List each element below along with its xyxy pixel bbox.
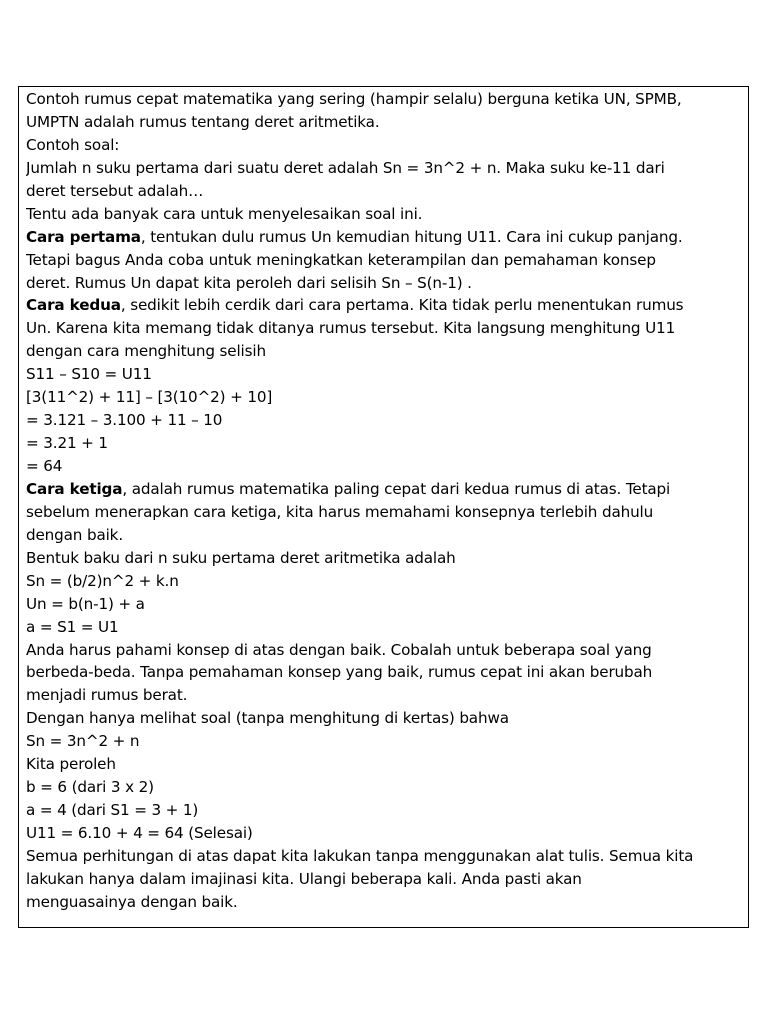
line-text: Sn = (b/2)n^2 + k.n: [26, 571, 179, 590]
text-line-36: [26, 891, 742, 914]
line-text: Tentu ada banyak cara untuk menyelesaikan soal ini.: [26, 204, 423, 223]
line-text: deret. Rumus Un dapat kita peroleh dari selisih Sn – S(n-1) .: [26, 273, 472, 292]
line-text: Dengan hanya melihat soal (tanpa menghitung di kertas) bahwa: [26, 709, 509, 728]
text-line-24: [26, 616, 742, 639]
line-text: , tentukan dulu rumus Un kemudian hitung U11. Cara ini cukup panjang.: [140, 227, 683, 246]
line-text: UMPTN adalah rumus tentang deret aritmetika.: [26, 112, 380, 131]
line-text: S11 – S10 = U11: [26, 365, 152, 384]
text-line-8: [26, 249, 742, 272]
line-text: b = 6 (dari 3 x 2): [26, 778, 154, 797]
text-line-15: [26, 409, 742, 432]
line-text: Anda harus pahami konsep di atas dengan baik. Cobalah untuk beberapa soal yang: [26, 640, 652, 659]
text-line-20: [26, 524, 742, 547]
line-text: dengan cara menghitung selisih: [26, 342, 266, 361]
bold-heading-cara-pertama: Cara pertama: [26, 227, 141, 246]
text-line-3: [26, 134, 742, 157]
document-frame: [18, 86, 749, 928]
line-text: = 64: [26, 457, 63, 475]
text-line-25: [26, 639, 742, 662]
bold-heading-cara-kedua: Cara kedua: [26, 296, 121, 315]
text-line-33: [26, 822, 742, 845]
text-line-14: [26, 386, 742, 409]
line-text: , adalah rumus matematika paling cepat dari kedua rumus di atas. Tetapi: [122, 479, 671, 498]
text-line-16: [26, 432, 742, 455]
text-line-12: [26, 340, 742, 363]
text-line-6: [26, 203, 742, 226]
line-text: Contoh soal:: [26, 135, 120, 154]
text-line-9: [26, 272, 742, 295]
line-text: Contoh rumus cepat matematika yang sering (hampir selalu) berguna ketika UN, SPMB,: [26, 90, 682, 108]
line-text: Un = b(n-1) + a: [26, 594, 145, 613]
line-text: menjadi rumus berat.: [26, 686, 188, 705]
line-text: berbeda-beda. Tanpa pemahaman konsep yang baik, rumus cepat ini akan berubah: [26, 663, 653, 682]
line-text: Jumlah n suku pertama dari suatu deret adalah Sn = 3n^2 + n. Maka suku ke-11 dari: [26, 158, 665, 177]
text-line-32: [26, 799, 742, 822]
text-line-13: [26, 363, 742, 386]
line-text: Sn = 3n^2 + n: [26, 732, 140, 751]
line-text: [3(11^2) + 11] – [3(10^2) + 10]: [26, 388, 273, 407]
text-line-26: [26, 661, 742, 684]
text-line-19: [26, 501, 742, 524]
text-line-34: [26, 845, 742, 868]
text-line-21: [26, 547, 742, 570]
bold-heading-cara-ketiga: Cara ketiga: [26, 479, 123, 498]
text-line-22: [26, 570, 742, 593]
text-line-31: [26, 776, 742, 799]
line-text: Semua perhitungan di atas dapat kita lakukan tanpa menggunakan alat tulis. Semua kita: [26, 846, 694, 865]
text-line-23: [26, 593, 742, 616]
text-line-18: [26, 478, 742, 501]
text-line-29: [26, 730, 742, 753]
text-line-11: [26, 317, 742, 340]
line-text: sebelum menerapkan cara ketiga, kita harus memahami konsepnya terlebih dahulu: [26, 502, 654, 521]
text-line-2: [26, 111, 742, 134]
line-text: menguasainya dengan baik.: [26, 892, 238, 911]
line-text: = 3.121 – 3.100 + 11 – 10: [26, 411, 223, 430]
line-text: a = 4 (dari S1 = 3 + 1): [26, 801, 199, 820]
text-line-5: [26, 180, 742, 203]
text-line-10: [26, 294, 742, 317]
text-line-28: [26, 707, 742, 730]
line-text: , sedikit lebih cerdik dari cara pertama. Kita tidak perlu menentukan rumus: [120, 296, 684, 315]
line-text: deret tersebut adalah…: [26, 181, 204, 200]
line-text: a = S1 = U1: [26, 617, 119, 636]
line-text: U11 = 6.10 + 4 = 64 (Selesai): [26, 824, 253, 842]
line-text: lakukan hanya dalam imajinasi kita. Ulangi beberapa kali. Anda pasti akan: [26, 869, 582, 888]
text-line-4: [26, 157, 742, 180]
text-line-17: [26, 455, 742, 478]
line-text: = 3.21 + 1: [26, 434, 108, 453]
text-line-1: [26, 88, 742, 111]
text-line-7: [26, 226, 742, 249]
line-text: Kita peroleh: [26, 755, 116, 774]
text-line-27: [26, 684, 742, 707]
line-text: dengan baik.: [26, 525, 124, 544]
text-line-30: [26, 753, 742, 776]
line-text: Bentuk baku dari n suku pertama deret aritmetika adalah: [26, 548, 456, 567]
line-text: Un. Karena kita memang tidak ditanya rumus tersebut. Kita langsung menghitung U11: [26, 319, 676, 338]
text-line-35: [26, 868, 742, 891]
line-text: Tetapi bagus Anda coba untuk meningkatkan keterampilan dan pemahaman konsep: [26, 250, 656, 269]
